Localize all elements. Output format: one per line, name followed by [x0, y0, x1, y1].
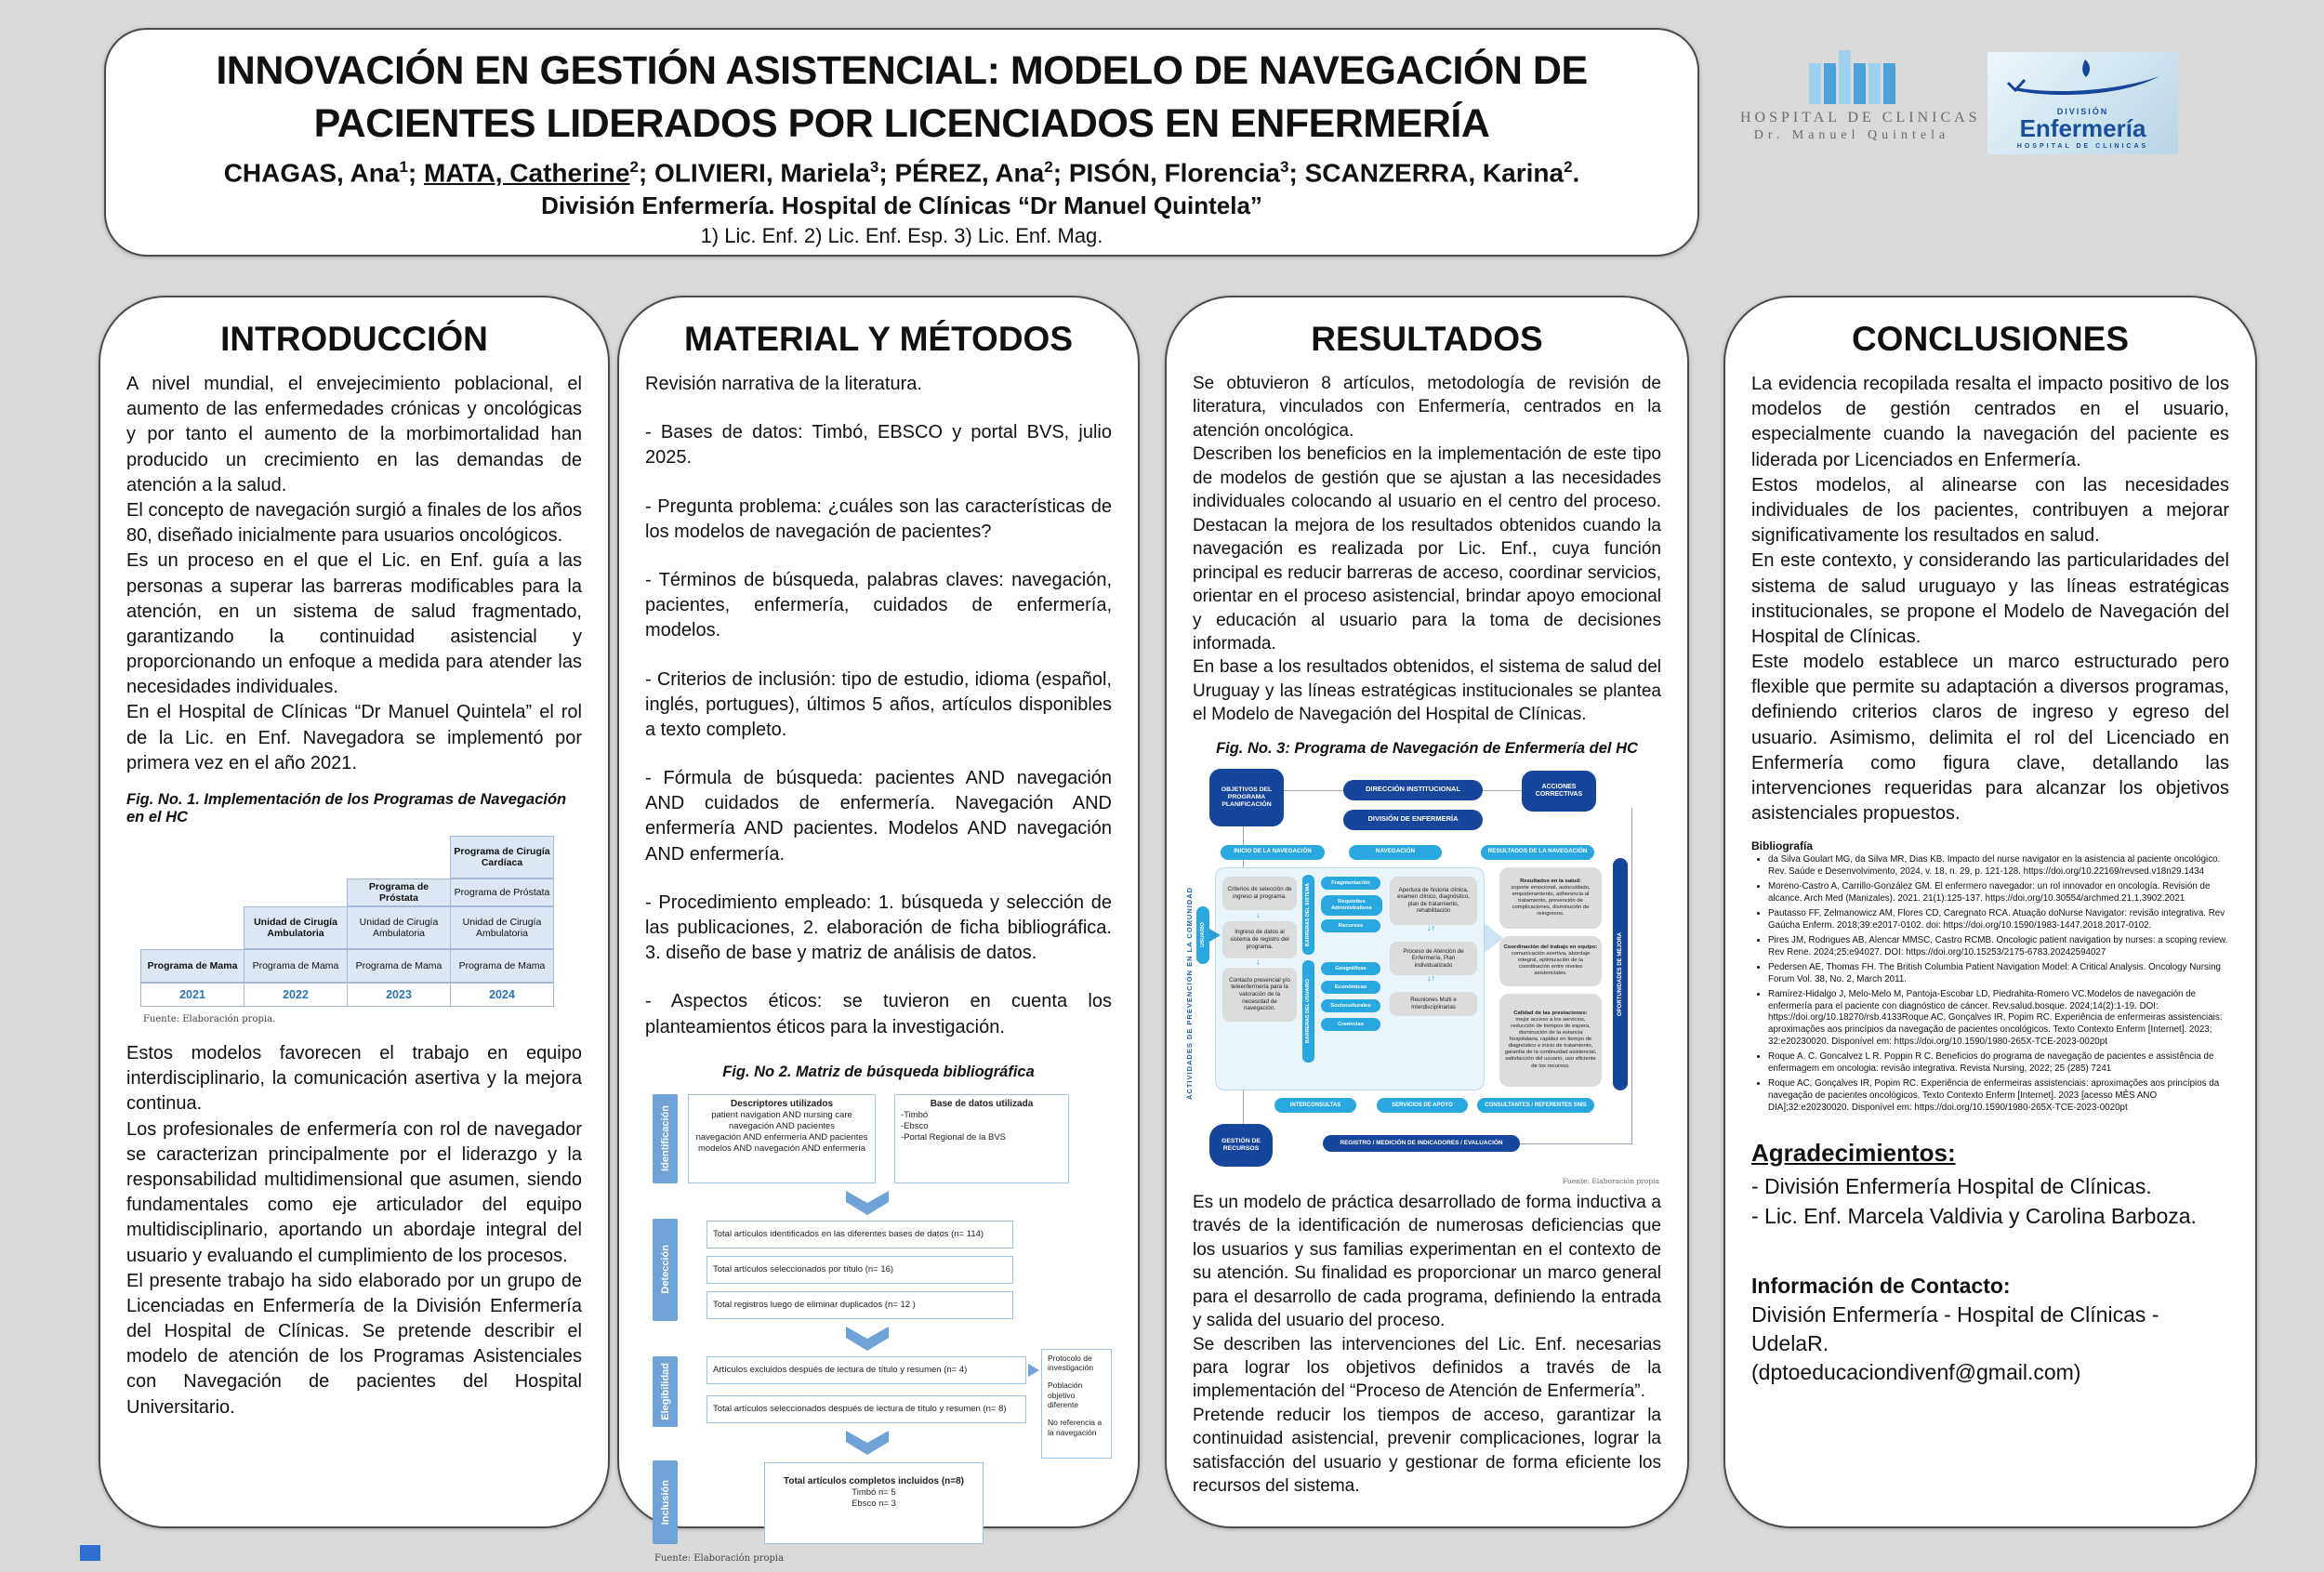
fig2-incluidos-box	[764, 1462, 984, 1544]
fig1-cell: Unidad de Cirugía Ambulatoria	[244, 906, 348, 949]
author-sup: 2	[1044, 157, 1053, 176]
author-sup: 2	[1564, 157, 1573, 176]
bibliografia-item: • Pedersen AE, Thomas FH. The British Columbia Patient Navigation Model: A Critical Analysis. Oncology Nursing Forum Vol. 38, No. 2, March 2011.	[1768, 962, 2229, 986]
section-conclusiones	[1723, 296, 2257, 1528]
fig3-resultado-box	[1499, 867, 1602, 929]
fig3-barrera-pill: Creencias	[1321, 1018, 1380, 1031]
fig3-barreras-usuario-label: BARRERAS DEL USUARIO	[1302, 960, 1314, 1063]
author: PISÓN, Florencia	[1068, 157, 1280, 187]
chevron-down-icon	[846, 1327, 889, 1351]
metodos-item: - Procedimiento empleado: 1. búsqueda y selección de las publicaciones, 2. elaboración de ficha bibliográfica. 3. diseño de base y matriz de análisis de datos.	[645, 892, 1112, 964]
poster-title-line2: PACIENTES LIDERADOS POR LICENCIADOS EN ENFERMERÍA	[313, 100, 1490, 146]
fig1-column-2024	[450, 836, 554, 1007]
agradecimientos-item: - División Enfermería Hospital de Clínicas.	[1751, 1173, 2152, 1198]
author-sep: ;	[1052, 157, 1069, 187]
author: CHAGAS, Ana	[223, 157, 400, 187]
fig3-gestion-box: GESTIÓN DE RECURSOS	[1209, 1124, 1273, 1167]
metodos-item: - Bases de datos: Timbó, EBSCO y portal BVS, julio 2025.	[645, 422, 1112, 469]
fig3-fuente: Fuente: Elaboración propia	[1562, 1176, 1659, 1185]
metodos-item: - Pregunta problema: ¿cuáles son las características de los modelos de navegación de pacientes?	[645, 495, 1112, 542]
fig3-barreras-sistema-label: BARRERAS DEL SISTEMA	[1302, 875, 1314, 955]
fig3-barrera-pill: Económicas	[1321, 981, 1380, 994]
fig1-year: 2024	[450, 983, 554, 1007]
resultados-paragraph: Se describen las intervenciones del Lic. Enf. necesarias para lograr los objetivos definidos a través de la implementación del “Proceso de Atención de Enfermería”.	[1193, 1334, 1661, 1402]
author-sup: 3	[869, 157, 879, 176]
section-introduccion	[99, 296, 610, 1528]
fig2-line: Ebsco n= 3	[852, 1499, 896, 1510]
hospital-logo-line2: Dr. Manuel Quintela	[1753, 128, 1950, 142]
fig3-atencion-box: Reuniones Multi e Interdisciplinarias	[1390, 992, 1477, 1016]
fig3-usuario-pill: USUARIO	[1196, 906, 1209, 964]
author-sep: ;	[878, 157, 895, 187]
fig1-cell: Programa de Mama	[244, 949, 348, 983]
fig2-razon: No referencia a la navegación	[1048, 1417, 1103, 1437]
fig2-deteccion-box: Total artículos identificados en las diferentes bases de datos (n= 114)	[706, 1221, 1013, 1248]
fig2-stage: Identificación	[653, 1094, 678, 1183]
fig3-atencion-box: Proceso de Atención de Enfermería, Plan individualizado	[1390, 942, 1477, 975]
fig3-resultado-titulo: Resultados en la salud:	[1520, 878, 1581, 884]
contacto-line: (dptoeducaciondivenf@gmail.com)	[1751, 1360, 2081, 1385]
intro-paragraph: En el Hospital de Clínicas “Dr Manuel Quintela” el rol de la Lic. en Enf. Navegadora se implementó por primera vez en el año 2021.	[126, 702, 582, 773]
fig1-fuente: Fuente: Elaboración propia.	[143, 1014, 276, 1024]
fig3-proceso-box: Contacto presencial y/o teleenfermería para la valoración de la necesidad de navegación.	[1222, 968, 1297, 1022]
metodos-item: - Criterios de inclusión: tipo de estudio, idioma (español, inglés, portugues), últimos 5 años, artículos disponibles a texto completo.	[645, 668, 1112, 740]
fig2-line: navegación AND pacientes	[728, 1121, 836, 1132]
fig3-bottom-pill: SERVICIOS DE APOYO	[1377, 1098, 1468, 1113]
fig2-line: modelos AND navegación AND enfermería	[697, 1143, 866, 1154]
author: OLIVIERI, Mariela	[654, 157, 870, 187]
author-sep: ;	[638, 157, 655, 187]
fig3-barrera-pill: Fragmentación	[1321, 877, 1380, 890]
enfermeria-logo-sub: HOSPITAL DE CLINICAS	[2016, 143, 2149, 150]
fig2-stage: Elegibilidad	[653, 1356, 678, 1427]
fig3-registro-pill: REGISTRO / MEDICIÓN DE INDICADORES / EVALUACIÓN	[1323, 1135, 1520, 1152]
fig1-column-2023	[347, 878, 451, 1007]
intro-paragraph: A nivel mundial, el envejecimiento poblacional, el aumento de las enfermedades crónicas y oncológicas y por tanto el aumento de la morbimortalidad han producido un crecimiento en las demandas de atención a la salud.	[126, 374, 582, 495]
arrow-right-icon	[1209, 929, 1221, 942]
fig3-bottom-pill: INTERCONSULTAS	[1274, 1098, 1356, 1113]
fig2-descriptores-box	[688, 1094, 876, 1183]
enfermeria-logo-main: Enfermería	[2019, 114, 2146, 142]
fig2-box-title: Descriptores utilizados	[730, 1098, 834, 1109]
fig2-box-title: Total artículos completos incluidos (n=8)	[783, 1475, 964, 1486]
fig3-resultado-cuerpo: comunicación asertiva, abordaje integral, optimización de la coordinación entre niveles asistenciales.	[1511, 951, 1591, 977]
fig2-stage: Detección	[653, 1219, 678, 1321]
fig1-column-2021	[140, 949, 244, 1007]
conclusiones-paragraph: Estos modelos, al alinearse con las necesidades individuales de los pacientes, contribuyen a mejorar significativamente los resultados en salud.	[1751, 474, 2229, 547]
fig1-cell: Programa de Próstata	[450, 878, 554, 906]
bottom-left-blue-fragment	[80, 1545, 100, 1561]
fig2-bases-box	[894, 1094, 1069, 1183]
fig3-resultado-titulo: Calidad de las prestaciones:	[1513, 1010, 1588, 1016]
author: SCANZERRA, Karina	[1304, 157, 1565, 187]
fig2-flowchart	[645, 1089, 1112, 1572]
header-box	[104, 28, 1699, 257]
fig3-objetivos-box: OBJETIVOS DEL PROGRAMA PLANIFICACIÓN	[1209, 769, 1284, 826]
conclusiones-paragraph: Este modelo establece un marco estructurado pero flexible que permite su adaptación a diversos programas, definiendo criterios claros de ingreso y egreso del usuario. Asimismo, delimita el rol del Licenciado en Enfermería como figura clave, detallando las intervenciones requeridas para alcanzar los objetivos asistenciales propuestos.	[1751, 652, 2229, 825]
fig3-fase-pill: RESULTADOS DE LA NAVEGACIÓN	[1481, 845, 1594, 860]
metodos-item: - Aspectos éticos: se tuvieron en cuenta los planteamientos éticos para la investigación.	[645, 991, 1112, 1037]
fig3-caption: Fig. No. 3: Programa de Navegación de Enfermería del HC	[1216, 739, 1638, 757]
fig3-acciones-box: ACCIONES CORRECTIVAS	[1522, 771, 1596, 812]
intro-paragraph: El concepto de navegación surgió a finales de los años 80, diseñado inicialmente para usuarios oncológicos.	[126, 499, 582, 547]
fig1-year: 2023	[347, 983, 451, 1007]
metodos-item: Revisión narrativa de la literatura.	[645, 374, 922, 394]
intro-paragraph: Es un proceso en el que el Lic. en Enf. guía a las personas a superar las barreras modificables para la atención, en un sistema de salud fragmentado, garantizando la continuidad asistencial y proporcionando un enfoque a medida para atender las necesidades individuales.	[126, 550, 582, 698]
chevron-down-icon	[846, 1191, 889, 1215]
bibliografia-item: • Moreno-Castro A, Carrillo-González GM. El enfermero navegador: un rol innovador en oncología. Revisión de alcance. Arch Med (Manizales). 2021. 21(1):125-137. https://doi.org/10.30554/archmed.21.1.3902.2021	[1768, 881, 2229, 905]
metodos-item: - Fórmula de búsqueda: pacientes AND navegación AND cuidados de enfermería. Navegación AND enfermería AND pacientes. Modelos AND navegación AND enfermería.	[645, 768, 1112, 865]
fig3-division-box: DIVISIÓN DE ENFERMERÍA	[1343, 810, 1483, 830]
bibliografia-item: • Roque A. C. Goncalvez L R. Poppin R C. Beneficios do programa de navegação de pacientes e assistência de enfermagem em oncologia: revisão integrativa. Revista Nursing, 2022; 25 (285) 7241	[1768, 1051, 2229, 1076]
fig3-proceso-box: Criterios de selección de ingreso al programa.	[1222, 877, 1297, 910]
fig1-column-2022	[244, 906, 348, 1007]
fig1-chart	[130, 836, 578, 1024]
fig3-barrera-pill: Requisitos Administrativos	[1321, 895, 1382, 916]
section-title-metodos: MATERIAL Y MÉTODOS	[683, 320, 1074, 358]
fig1-cell: Unidad de Cirugía Ambulatoria	[450, 906, 554, 949]
fig3-barrera-pill: Geográficas	[1321, 962, 1380, 975]
fig1-cell: Programa de Cirugía Cardíaca	[450, 836, 554, 878]
fig3-comunidad-label: ACTIVIDADES DE PREVENCIÓN EN LA COMUNIDAD	[1185, 886, 1194, 1100]
arrow-down-up-icon: ↓↑	[1427, 922, 1435, 932]
fig3-fase-pill: NAVEGACIÓN	[1349, 845, 1442, 860]
fig3-mejora-bar: OPORTUNIDADES DE MEJORA	[1613, 858, 1628, 1090]
contacto-title: Información de Contacto:	[1751, 1274, 2011, 1299]
fig1-year: 2022	[244, 983, 348, 1007]
section-title-introduccion: INTRODUCCIÓN	[220, 320, 488, 358]
metodos-item: - Términos de búsqueda, palabras claves: navegación, pacientes, enfermería, cuidados de enfermería, modelos.	[645, 569, 1112, 641]
fig2-seleccionados-box: Total artículos seleccionados después de lectura de título y resumen (n= 8)	[706, 1395, 1026, 1423]
resultados-paragraph: En base a los resultados obtenidos, el sistema de salud del Uruguay y las líneas estratégicas institucionales se plantea el Modelo de Navegación del Hospital de Clínicas.	[1193, 657, 1661, 725]
fig2-caption: Fig. No 2. Matriz de búsqueda bibliográfica	[722, 1063, 1035, 1080]
section-resultados	[1165, 296, 1689, 1528]
fig3-resultado-titulo: Coordinación del trabajo en equipo:	[1503, 945, 1598, 951]
bibliografia-item: • Roque AC, Gonçalves IR, Popim RC. Experiência de enfermeiras assistenciais: aproximações aos princípios da navegação de pacientes oncológicos. Texto Contexto Enferm [Internet]. 2023 [acesso MÊS ANO DIA];32:e20230020. Disponível em: https://doi.org/10.1590/1980-265X-TCE-2023-0020pt	[1768, 1078, 2229, 1115]
resultados-paragraph: Pretende reducir los tiempos de acceso, garantizar la continuidad asistencial, prevenir complicaciones, lograr la satisfacción del usuario y gestionar de forma eficiente los recursos del sistema.	[1193, 1405, 1661, 1497]
author-presenting: MATA, Catherine	[424, 157, 630, 187]
fig3-resultado-cuerpo: mejor acceso a los servicios, reducción de tiempos de espera, disminución de la estancia hospitalaria, rapidez en tiempo de diagnóstico e inicio de tratamiento, garantía de la continuidad asistencial, satisfacción del usuario, uso eficiente de los recursos.	[1504, 1017, 1597, 1069]
bibliografia-item: • da Silva Goulart MG, da Silva MR, Dias KB. Impacto del nurse navigator en la asistencia al paciente oncológico. Rev. Saúde e Desenvolvimento, 2024, v. 18, n. 29, p. 121-128. https://doi.org/10.22169/revsed.v18n29.1434	[1768, 854, 2229, 878]
fig2-razones-box	[1041, 1349, 1112, 1459]
chevron-down-icon	[846, 1431, 889, 1455]
fig3-bottom-pill: CONSULTANTES / REFERENTES SNIS	[1477, 1098, 1594, 1113]
author: PÉREZ, Ana	[894, 157, 1045, 187]
arrow-down-icon: ↓	[1256, 909, 1261, 919]
fig2-box-title: Base de datos utilizada	[930, 1098, 1034, 1109]
author-footnote: 1) Lic. Enf. 2) Lic. Enf. Esp. 3) Lic. Enf. Mag.	[700, 223, 1103, 247]
fig2-line: patient navigation AND nursing care	[711, 1110, 852, 1121]
fig3-resultado-box	[1499, 936, 1602, 986]
fig3-fase-pill: INICIO DE LA NAVEGACIÓN	[1221, 845, 1325, 860]
bibliografia-item: • Pires JM, Rodrigues AB, Alencar MMSC, Castro RCMB. Oncologic patient navigation by nurses: a scoping review. Rev Rene. 2024;25:e94027. DOI: https://doi.org/10.15253/2175-6783.20242594027	[1768, 935, 2229, 959]
agradecimientos-item: - Lic. Enf. Marcela Valdivia y Carolina Barboza.	[1751, 1204, 2197, 1228]
fig2-line: navegación AND enfermería AND pacientes	[695, 1132, 868, 1143]
fig1-cell: Unidad de Cirugía Ambulatoria	[347, 906, 451, 949]
arrow-down-up-icon: ↓↑	[1427, 972, 1435, 983]
fig3-diagram	[1185, 765, 1665, 1185]
author-sup: 1	[399, 157, 408, 176]
hospital-bars-icon	[1740, 45, 1963, 104]
connector-line	[1520, 1143, 1632, 1144]
fig1-cell: Programa de Mama	[450, 949, 554, 983]
fig1-cell: Programa de Próstata	[347, 878, 451, 906]
fig2-deteccion-box: Total artículos seleccionados por título (n= 16)	[706, 1256, 1013, 1284]
fig3-atencion-box: Apertura de historia clínica, examen clínico, diagnóstico, plan de tratamiento, rehabilitación	[1390, 877, 1477, 925]
fig2-line: -Ebsco	[901, 1121, 929, 1132]
poster-title-line1: INNOVACIÓN EN GESTIÓN ASISTENCIAL: MODELO DE NAVEGACIÓN DE	[216, 48, 1588, 93]
conclusiones-paragraph: En este contexto, y considerando las particularidades del sistema de salud uruguayo y las líneas estratégicas institucionales, se propone el Modelo de Navegación del Hospital de Clínicas.	[1751, 550, 2229, 647]
enfermeria-logo-top: DIVISIÓN	[2056, 107, 2109, 116]
bibliografia-title: Bibliografía	[1751, 839, 1814, 853]
arrow-down-icon: ↓	[1256, 956, 1261, 966]
authors-line	[106, 158, 1697, 188]
fig3-barrera-pill: Recursos	[1321, 919, 1380, 932]
fig2-razon: Protocolo de investigación	[1048, 1353, 1094, 1373]
fig3-resultado-cuerpo: soporte emocional, autocuidado, empoderamiento, adherencia al tratamiento, prevención de complicaciones, disminución de reingresos.	[1511, 884, 1591, 917]
fig3-barrera-pill: Socioculturales	[1321, 999, 1380, 1012]
arrow-right-icon	[1028, 1364, 1039, 1377]
connector-line	[1631, 808, 1632, 1143]
affiliation: División Enfermería. Hospital de Clínicas “Dr Manuel Quintela”	[541, 191, 1262, 219]
author-sup: 2	[629, 157, 639, 176]
fig2-line: -Timbó	[901, 1110, 929, 1121]
author-sep: .	[1572, 157, 1580, 187]
section-title-resultados: RESULTADOS	[1311, 320, 1543, 358]
author-sep: ;	[407, 157, 425, 187]
author-sup: 3	[1280, 157, 1289, 176]
fig2-line: Timbó n= 5	[852, 1487, 896, 1499]
resultados-paragraph: Describen los beneficios en la implementación de este tipo de modelos de gestión que se ajustan a las necesidades individuales colocando al usuario en el centro del proceso. Destacan la mejora de los resultados obtenidos cuando la navegación es realizada por Lic. Enf., cuya función principal es reducir barreras de acceso, coordinar servicios, orientar en el proceso asistencial, brindar apoyo emocional y educación al usuario para la toma de decisiones informada.	[1193, 444, 1661, 654]
hospital-logo-line1: HOSPITAL DE CLINICAS	[1740, 110, 1981, 125]
agradecimientos-title: Agradecimientos:	[1751, 1138, 1956, 1167]
author-sep: ;	[1288, 157, 1305, 187]
conclusiones-paragraph: La evidencia recopilada resalta el impacto positivo de los modelos de gestión centrados en el usuario, especialmente cuando la navegación del paciente es liderada por Licenciados en Enfermería.	[1751, 374, 2229, 470]
resultados-paragraph: Se obtuvieron 8 artículos, metodología de revisión de literatura, vinculados con Enfermería, centrados en la atención oncológica.	[1193, 374, 1661, 441]
bibliografia-item: • Ramírez-Hidalgo J, Melo-Melo M, Pantoja-Escobar LD, Piedrahita-Romero VC.Modelos de navegación de enfermería para el paciente con diagnóstico de cáncer. Rev.salud.bosque. 2024;14(2):1-19. DOI: https://doi.org/10.18270/rsb.4133Roque AC, Gonçalves IR, Popim RC. Experiência de enfermeiras assistenciais: aproximações aos princípios da navegação de pacientes oncológicos. Texto Contexto Enferm [Internet]. 2023; 32:e20230020. Disponível em: https://doi.org/10.1590/1980-265X-TCE-2023-0020pt	[1768, 989, 2229, 1050]
intro-paragraph: Estos modelos favorecen el trabajo en equipo interdisciplinario, la comunicación asertiva y la mejora continua.	[126, 1043, 582, 1115]
hospital-de-clinicas-logo	[1740, 45, 1981, 158]
fig3-direccion-box: DIRECCIÓN INSTITUCIONAL	[1343, 780, 1483, 800]
section-title-conclusiones: CONCLUSIONES	[1851, 320, 2130, 358]
bibliografia-list	[1751, 854, 2229, 1114]
resultados-paragraph: Es un modelo de práctica desarrollado de forma inductiva a través de la identificación de numerosas deficiencias que los usuarios y sus familias experimentan en el contexto de su atención. Su finalidad es proporcionar un marco general para el desarrollo de cada programa, definiendo la entrada y salida del usuario del proceso.	[1193, 1192, 1661, 1331]
bibliografia-item: • Pautasso FF, Zelmanowicz AM, Flores CD, Caregnato RCA. Atuação doNurse Navigator: revisão integrativa. Rev Gaúcha Enferm. 2018;39:e2017-0102. doi: https://doi.org/10.1590/1983-1447.2018.2017-0102.	[1768, 908, 2229, 932]
connector-line	[1483, 790, 1522, 791]
intro-paragraph: El presente trabajo ha sido elaborado por un grupo de Licenciadas en Enfermería de la División Enfermería del Hospital de Clínicas. Se pretende describir el modelo de atención de los Programas Asistenciales con Navegación de pacientes del Hospital Universitario.	[126, 1270, 582, 1418]
connector-line	[1278, 790, 1343, 791]
section-material-metodos	[617, 296, 1140, 1564]
fig2-razon: Población objetivo diferente	[1048, 1380, 1083, 1410]
fig1-cell: Programa de Mama	[140, 949, 244, 983]
fig2-line: -Portal Regional de la BVS	[901, 1132, 1007, 1143]
fig3-proceso-box: Ingreso de datos al sistema de registro del programa.	[1222, 921, 1297, 958]
intro-paragraph: Los profesionales de enfermería con rol de navegador se caracterizan principalmente por el liderazgo y la responsabilidad multidimensional que asumen, siendo fundamentales como eje articulador del equipo multidisciplinario, aportando un abordaje integral del usuario y evaluando el cumplimiento de los procesos.	[126, 1118, 582, 1266]
fig1-caption: Fig. No. 1. Implementación de los Programas de Navegación en el HC	[126, 791, 567, 826]
fig2-fuente: Fuente: Elaboración propia	[654, 1552, 785, 1564]
fig2-stage: Inclusión	[653, 1460, 678, 1544]
division-enfermeria-logo	[1987, 52, 2178, 154]
fig1-cell: Programa de Mama	[347, 949, 451, 983]
contacto-line: División Enfermería - Hospital de Clínicas - UdelaR.	[1751, 1302, 2159, 1356]
fig1-year: 2021	[140, 983, 244, 1007]
poster-title	[106, 45, 1697, 151]
fig2-excluidos-box: Artículos excluidos después de lectura de título y resumen (n= 4)	[706, 1356, 1026, 1384]
fig3-resultado-box	[1499, 994, 1602, 1087]
swoosh-flame-icon	[1987, 52, 2178, 100]
fig2-deteccion-box: Total registros luego de eliminar duplicados (n= 12 )	[706, 1291, 1013, 1319]
